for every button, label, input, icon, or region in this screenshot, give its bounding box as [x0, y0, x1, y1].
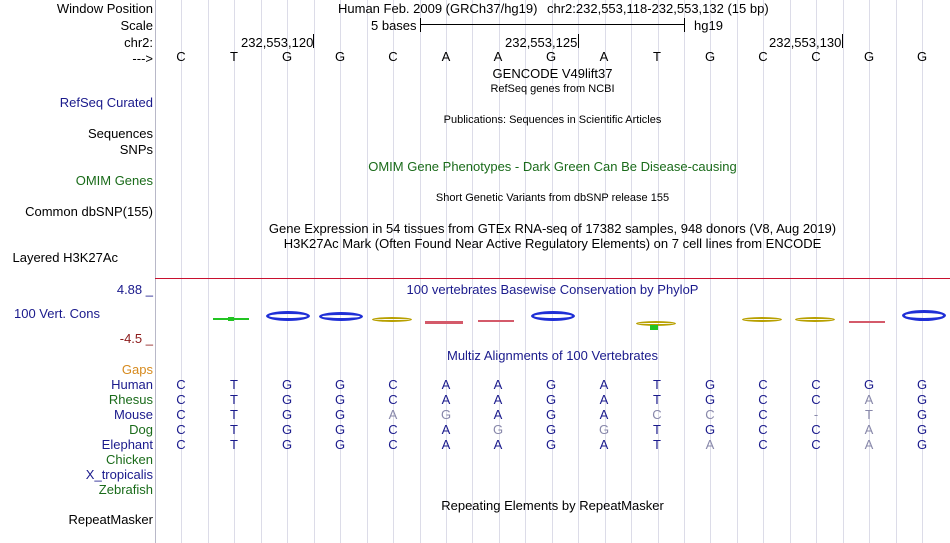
aligned-base: G	[598, 422, 610, 437]
aligned-base: A	[441, 437, 451, 452]
aligned-base: A	[493, 437, 503, 452]
aligned-base: T	[653, 422, 661, 437]
reference-base: G	[281, 49, 293, 64]
reference-base: G	[863, 49, 875, 64]
aligned-base: C	[176, 437, 186, 452]
h3k27ac-track-title[interactable]: H3K27Ac Mark (Often Found Near Active Regulatory Elements) on 7 cell lines from ENCODE	[283, 236, 822, 251]
aligned-base: G	[281, 392, 293, 407]
position-label: 232,553,125	[505, 35, 578, 50]
repeatmasker-track-title[interactable]: Repeating Elements by RepeatMasker	[441, 498, 664, 513]
scale-bar	[420, 24, 685, 25]
aligned-base: A	[599, 407, 609, 422]
position-tick	[313, 34, 314, 48]
aligned-base: C	[758, 437, 768, 452]
species-label[interactable]: Mouse	[113, 407, 153, 422]
aligned-base: A	[599, 437, 609, 452]
aligned-base: G	[281, 437, 293, 452]
aligned-base: G	[545, 377, 557, 392]
aligned-base: T	[230, 437, 238, 452]
publications-track-title[interactable]: Publications: Sequences in Scientific Articles	[443, 114, 662, 126]
cons-mark-g	[531, 311, 575, 321]
aligned-base: A	[493, 377, 503, 392]
refseq-track-label[interactable]: RefSeq Curated	[59, 95, 153, 110]
cons-mark-g	[902, 310, 946, 321]
aligned-base: C	[705, 407, 715, 422]
refseq-track-subtitle: RefSeq genes from NCBI	[490, 83, 615, 95]
aligned-base: T	[230, 407, 238, 422]
position-label: 232,553,130	[769, 35, 842, 50]
aligned-base: A	[493, 407, 503, 422]
aligned-base: T	[865, 407, 873, 422]
aligned-base: C	[176, 422, 186, 437]
aligned-base: G	[334, 407, 346, 422]
aligned-base: G	[334, 377, 346, 392]
cons-mark-t	[650, 325, 658, 330]
aligned-base: G	[916, 377, 928, 392]
species-label[interactable]: Elephant	[101, 437, 153, 452]
aligned-base: C	[758, 407, 768, 422]
aligned-base: A	[441, 392, 451, 407]
aligned-base: C	[176, 392, 186, 407]
strand-label: --->	[132, 51, 153, 66]
aligned-base: A	[864, 437, 874, 452]
aligned-base: G	[492, 422, 504, 437]
reference-base: G	[545, 49, 557, 64]
aligned-base: A	[493, 392, 503, 407]
aligned-base: A	[599, 377, 609, 392]
position-tick	[842, 34, 843, 48]
aligned-base: C	[811, 422, 821, 437]
dbsnp-track-label[interactable]: Common dbSNP(155)	[25, 204, 153, 219]
aligned-base: C	[652, 407, 662, 422]
aligned-base: C	[811, 437, 821, 452]
aligned-base: C	[388, 392, 398, 407]
aligned-base: C	[176, 377, 186, 392]
conservation-min: -4.5 _	[119, 331, 153, 346]
aligned-base: C	[758, 422, 768, 437]
reference-base: C	[811, 49, 821, 64]
reference-base: G	[704, 49, 716, 64]
aligned-base: G	[545, 422, 557, 437]
aligned-base: G	[916, 407, 928, 422]
window-position-label: Window Position	[56, 1, 153, 16]
dbsnp-track-title[interactable]: Short Genetic Variants from dbSNP release 155	[435, 192, 670, 204]
reference-base: C	[758, 49, 768, 64]
aligned-base: G	[334, 437, 346, 452]
aligned-base: C	[388, 422, 398, 437]
reference-base: A	[599, 49, 609, 64]
cons-mark-a	[425, 321, 463, 324]
aligned-base: G	[281, 407, 293, 422]
cons-mark-a	[849, 321, 885, 323]
species-label[interactable]: Dog	[129, 422, 153, 437]
aligned-base: G	[334, 392, 346, 407]
aligned-base: C	[388, 437, 398, 452]
aligned-base: A	[441, 377, 451, 392]
conservation-max: 4.88 _	[116, 282, 153, 297]
cons-mark-g	[319, 312, 363, 321]
repeatmasker-track-label[interactable]: RepeatMasker	[68, 512, 153, 527]
aligned-base: G	[440, 407, 452, 422]
scale-label: Scale	[120, 18, 153, 33]
sequences-track-label[interactable]: Sequences	[87, 126, 153, 141]
aligned-base: -	[813, 407, 819, 422]
aligned-base: C	[388, 377, 398, 392]
reference-base: A	[493, 49, 503, 64]
conservation-track-title[interactable]: 100 vertebrates Basewise Conservation by PhyloP	[406, 282, 699, 297]
aligned-base: T	[230, 422, 238, 437]
aligned-base: T	[653, 437, 661, 452]
aligned-base: C	[811, 392, 821, 407]
h3k27ac-track-label[interactable]: Layered H3K27Ac	[12, 250, 118, 265]
gtex-track-title[interactable]: Gene Expression in 54 tissues from GTEx RNA-seq of 17382 samples, 948 donors (V8, Aug 2019)	[268, 221, 837, 236]
aligned-base: G	[281, 377, 293, 392]
cons-mark-c	[795, 317, 835, 322]
aligned-base: G	[916, 392, 928, 407]
gaps-label[interactable]: Gaps	[121, 362, 153, 377]
aligned-base: T	[653, 392, 661, 407]
scale-text: 5 bases	[371, 18, 417, 33]
reference-base: A	[441, 49, 451, 64]
scale-assembly: hg19	[694, 18, 723, 33]
aligned-base: G	[545, 392, 557, 407]
aligned-base: C	[758, 392, 768, 407]
snps-track-label[interactable]: SNPs	[119, 142, 153, 157]
cons-mark-c	[742, 317, 782, 322]
aligned-base: G	[916, 437, 928, 452]
reference-base: T	[653, 49, 661, 64]
species-label[interactable]: Human	[111, 377, 153, 392]
conservation-track-label[interactable]: 100 Vert. Cons	[14, 306, 100, 321]
aligned-base: C	[811, 377, 821, 392]
species-label[interactable]: Chicken	[106, 452, 153, 467]
aligned-base: G	[704, 377, 716, 392]
aligned-base: T	[230, 377, 238, 392]
reference-base: T	[230, 49, 238, 64]
cons-mark-a	[478, 320, 514, 322]
region-readout: chr2:232,553,118-232,553,132 (15 bp)	[547, 1, 769, 16]
aligned-base: G	[704, 392, 716, 407]
aligned-base: T	[653, 377, 661, 392]
aligned-base: T	[230, 392, 238, 407]
reference-base: G	[916, 49, 928, 64]
position-label: 232,553,120	[241, 35, 314, 50]
cons-mark-c	[372, 317, 412, 322]
aligned-base: C	[758, 377, 768, 392]
aligned-base: A	[388, 407, 398, 422]
cons-mark-g	[228, 317, 234, 321]
assembly-name: Human Feb. 2009 (GRCh37/hg19)	[338, 1, 538, 16]
aligned-base: G	[545, 437, 557, 452]
aligned-base: G	[334, 422, 346, 437]
chrom-label: chr2:	[124, 35, 153, 50]
cons-mark-g	[266, 311, 310, 321]
aligned-base: G	[916, 422, 928, 437]
multiz-track-title[interactable]: Multiz Alignments of 100 Vertebrates	[446, 348, 658, 363]
scale-bar-left-tick	[420, 18, 421, 32]
aligned-base: A	[864, 422, 874, 437]
position-tick	[578, 34, 579, 48]
reference-base: G	[334, 49, 346, 64]
aligned-base: G	[704, 422, 716, 437]
aligned-base: A	[599, 392, 609, 407]
aligned-base: A	[705, 437, 715, 452]
aligned-base: C	[176, 407, 186, 422]
aligned-base: G	[281, 422, 293, 437]
aligned-base: A	[864, 392, 874, 407]
aligned-base: A	[441, 422, 451, 437]
omim-track-title[interactable]: OMIM Gene Phenotypes - Dark Green Can Be Disease-causing	[368, 159, 737, 174]
species-label[interactable]: Zebrafish	[98, 482, 153, 497]
omim-track-label[interactable]: OMIM Genes	[75, 173, 153, 188]
reference-base: C	[176, 49, 186, 64]
reference-base: C	[388, 49, 398, 64]
species-label[interactable]: Rhesus	[108, 392, 153, 407]
gencode-track-title[interactable]: GENCODE V49lift37	[492, 66, 613, 81]
track-divider	[155, 278, 950, 279]
aligned-base: G	[545, 407, 557, 422]
species-label[interactable]: X_tropicalis	[85, 467, 153, 482]
scale-bar-right-tick	[684, 18, 685, 32]
aligned-base: G	[863, 377, 875, 392]
